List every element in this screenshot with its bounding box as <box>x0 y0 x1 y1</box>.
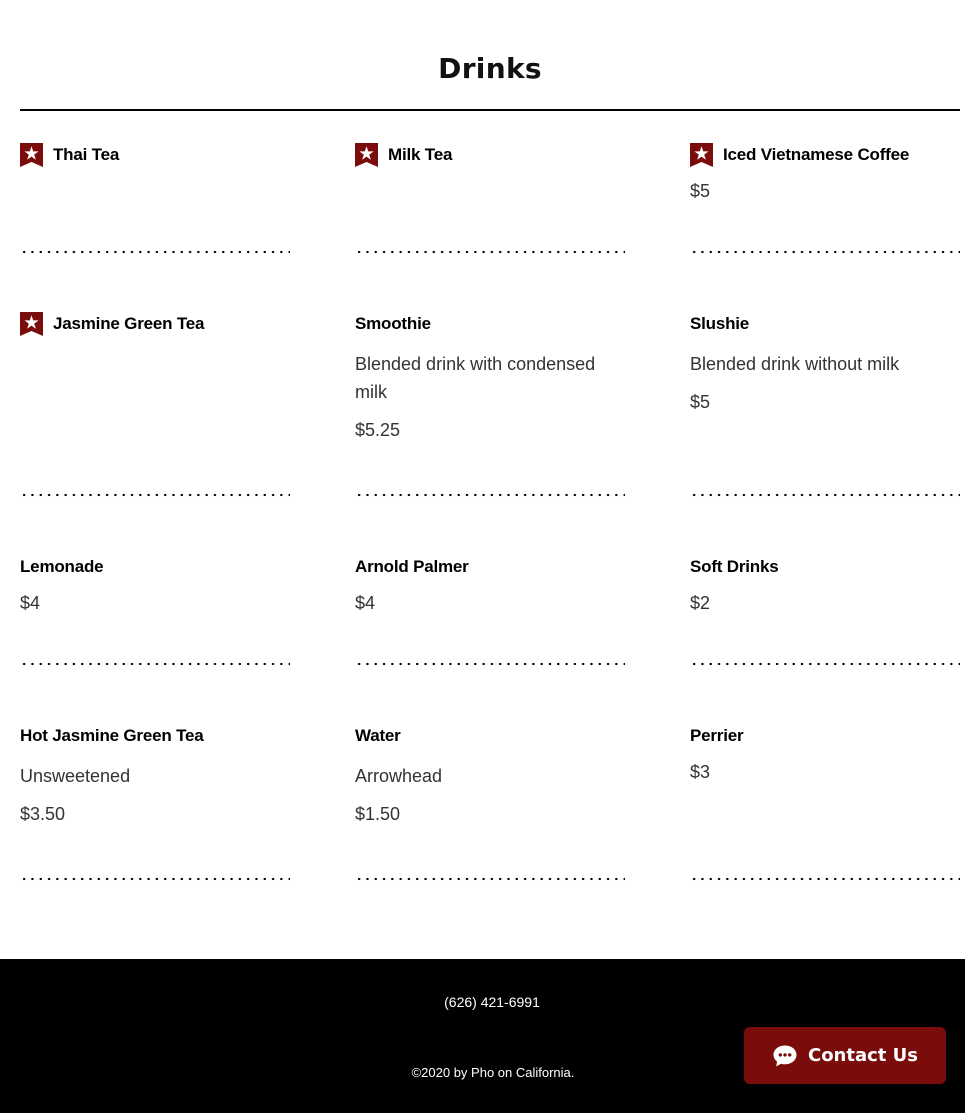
item-name: Soft Drinks <box>690 557 779 576</box>
dotted-divider <box>20 250 290 254</box>
item-name: Perrier <box>690 726 744 745</box>
item-name: Water <box>355 726 401 745</box>
item-price: $3 <box>690 762 711 782</box>
item-price: $5 <box>690 181 711 201</box>
dotted-divider <box>20 662 290 666</box>
dotted-divider <box>690 877 960 881</box>
dotted-divider <box>355 662 625 666</box>
item-price: $5.25 <box>355 420 401 440</box>
menu-item-milk-tea <box>355 143 625 167</box>
dotted-divider <box>355 250 625 254</box>
contact-us-button[interactable] <box>744 1027 946 1084</box>
footer-copyright: ©2020 by Pho on California. <box>411 1065 575 1080</box>
contact-us-label: Contact Us <box>807 1045 918 1066</box>
dotted-divider <box>20 493 290 497</box>
dotted-divider <box>690 250 960 254</box>
star-ribbon-icon <box>20 312 43 336</box>
item-name: Milk Tea <box>388 145 453 164</box>
item-name: Smoothie <box>355 314 431 333</box>
dotted-divider <box>355 493 625 497</box>
item-description: Blended drink with condensed milk <box>355 354 596 402</box>
item-name: Jasmine Green Tea <box>53 314 205 333</box>
star-ribbon-icon <box>355 143 378 167</box>
menu-item-arnold-palmer <box>355 555 625 614</box>
item-description: Unsweetened <box>20 766 131 786</box>
menu-item-hot-jasmine-green-tea <box>20 724 290 825</box>
menu-item-jasmine-green-tea <box>20 312 290 336</box>
item-name: Slushie <box>690 314 750 333</box>
item-name: Iced Vietnamese Coffee <box>723 145 910 164</box>
menu-item-perrier <box>690 724 960 783</box>
dotted-divider <box>690 662 960 666</box>
section-title: Drinks <box>438 52 542 85</box>
menu-item-thai-tea <box>20 143 290 167</box>
menu-item-smoothie <box>355 312 625 441</box>
item-price: $1.50 <box>355 804 401 824</box>
item-description: Blended drink without milk <box>690 354 900 374</box>
star-ribbon-icon <box>20 143 43 167</box>
item-price: $2 <box>690 593 711 613</box>
title-divider <box>20 109 960 111</box>
item-name: Arnold Palmer <box>355 557 469 576</box>
chat-bubble-icon <box>772 1044 798 1068</box>
menu-item-soft-drinks <box>690 555 960 614</box>
item-name: Hot Jasmine Green Tea <box>20 726 204 745</box>
item-price: $5 <box>690 392 711 412</box>
dotted-divider <box>20 877 290 881</box>
item-price: $4 <box>20 593 41 613</box>
item-name: Thai Tea <box>53 145 120 164</box>
item-name: Lemonade <box>20 557 104 576</box>
footer-phone[interactable]: (626) 421-6991 <box>444 994 540 1010</box>
menu-item-iced-vietnamese-coffee <box>690 143 960 202</box>
item-price: $4 <box>355 593 376 613</box>
dotted-divider <box>690 493 960 497</box>
item-description: Arrowhead <box>355 766 443 786</box>
dotted-divider <box>355 877 625 881</box>
item-price: $3.50 <box>20 804 66 824</box>
menu-item-water <box>355 724 625 825</box>
menu-item-slushie <box>690 312 960 413</box>
star-ribbon-icon <box>690 143 713 167</box>
menu-item-lemonade <box>20 555 290 614</box>
